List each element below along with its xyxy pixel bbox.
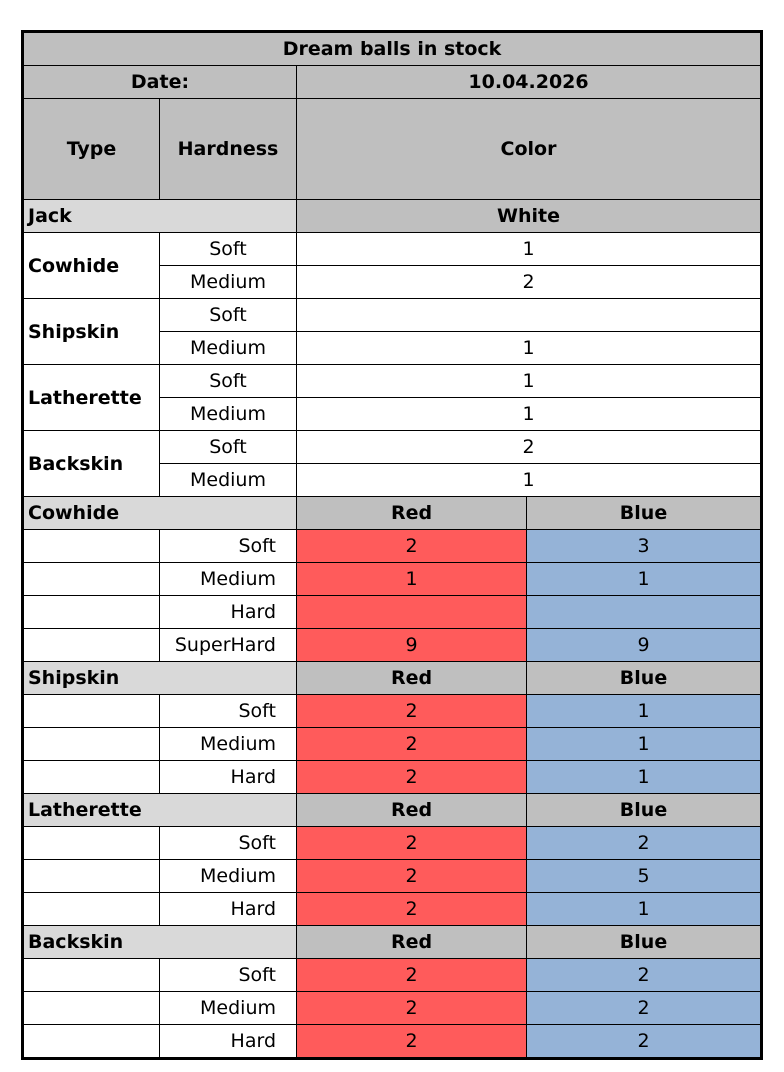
red-qty-cell: 2 [297,695,527,728]
blue-qty-cell: 1 [527,728,762,761]
hardness-cell: Medium [160,266,297,299]
hardness-cell: Soft [160,827,297,860]
section-label: Latherette [23,794,297,827]
table-row [23,959,762,992]
table-row [23,992,762,1025]
hardness-cell: Medium [160,992,297,1025]
hardness-cell: Soft [160,530,297,563]
red-qty-cell: 2 [297,761,527,794]
hardness-cell: Soft [160,365,297,398]
table-row [23,431,762,464]
hardness-cell: SuperHard [160,629,297,662]
hardness-cell: Hard [160,893,297,926]
blue-header: Blue [527,497,762,530]
red-header: Red [297,662,527,695]
blue-qty-cell: 2 [527,959,762,992]
section-label: Shipskin [23,662,297,695]
table-row [23,563,762,596]
section-label: Backskin [23,926,297,959]
red-header: Red [297,926,527,959]
hardness-cell: Soft [160,695,297,728]
table-row [23,695,762,728]
empty-type-cell [23,827,160,860]
empty-type-cell [23,761,160,794]
blue-header: Blue [527,926,762,959]
empty-type-cell [23,629,160,662]
hardness-cell: Medium [160,728,297,761]
table-row [23,365,762,398]
red-qty-cell: 2 [297,959,527,992]
hardness-cell: Medium [160,398,297,431]
section-header-row [23,926,762,959]
table-row [23,299,762,332]
section-label: Cowhide [23,497,297,530]
white-qty-cell [297,299,762,332]
blue-qty-cell [527,596,762,629]
white-qty-cell: 2 [297,431,762,464]
white-qty-cell: 1 [297,332,762,365]
date-label: Date: [23,66,297,99]
jack-section-header [23,200,762,233]
hardness-header: Hardness [160,99,297,200]
red-qty-cell: 2 [297,728,527,761]
hardness-cell: Medium [160,563,297,596]
table-row [23,893,762,926]
red-header: Red [297,497,527,530]
table-row [23,233,762,266]
red-qty-cell: 2 [297,893,527,926]
white-qty-cell: 2 [297,266,762,299]
color-header: Color [297,99,762,200]
blue-qty-cell: 1 [527,563,762,596]
red-qty-cell: 2 [297,827,527,860]
blue-qty-cell: 1 [527,695,762,728]
jack-label: Jack [23,200,297,233]
hardness-cell: Hard [160,596,297,629]
red-qty-cell: 1 [297,563,527,596]
empty-type-cell [23,992,160,1025]
table-row [23,1025,762,1059]
hardness-cell: Soft [160,959,297,992]
empty-type-cell [23,695,160,728]
section-header-row [23,497,762,530]
hardness-cell: Soft [160,233,297,266]
hardness-cell: Soft [160,431,297,464]
hardness-cell: Soft [160,299,297,332]
red-qty-cell: 2 [297,860,527,893]
red-qty-cell: 2 [297,992,527,1025]
hardness-cell: Medium [160,464,297,497]
hardness-cell: Medium [160,860,297,893]
red-qty-cell: 9 [297,629,527,662]
table-row [23,596,762,629]
hardness-cell: Hard [160,1025,297,1059]
table-row [23,629,762,662]
blue-qty-cell: 5 [527,860,762,893]
jack-type-cell: Shipskin [23,299,160,365]
white-qty-cell: 1 [297,464,762,497]
jack-color-label: White [297,200,762,233]
table-row [23,530,762,563]
date-value: 10.04.2026 [297,66,762,99]
white-qty-cell: 1 [297,233,762,266]
blue-qty-cell: 2 [527,992,762,1025]
table-title: Dream balls in stock [23,32,762,66]
blue-qty-cell: 3 [527,530,762,563]
jack-type-cell: Cowhide [23,233,160,299]
empty-type-cell [23,728,160,761]
white-qty-cell: 1 [297,365,762,398]
table-row [23,761,762,794]
hardness-cell: Hard [160,761,297,794]
empty-type-cell [23,893,160,926]
section-header-row [23,662,762,695]
blue-header: Blue [527,662,762,695]
stock-table [21,30,763,1060]
empty-type-cell [23,596,160,629]
red-qty-cell: 2 [297,1025,527,1059]
table-row [23,728,762,761]
empty-type-cell [23,530,160,563]
empty-type-cell [23,563,160,596]
date-row [23,66,762,99]
title-row [23,32,762,66]
header-row [23,99,762,200]
blue-qty-cell: 2 [527,827,762,860]
red-qty-cell: 2 [297,530,527,563]
empty-type-cell [23,1025,160,1059]
white-qty-cell: 1 [297,398,762,431]
empty-type-cell [23,959,160,992]
blue-qty-cell: 9 [527,629,762,662]
blue-header: Blue [527,794,762,827]
table-row [23,860,762,893]
section-header-row [23,794,762,827]
empty-type-cell [23,860,160,893]
blue-qty-cell: 1 [527,761,762,794]
red-header: Red [297,794,527,827]
jack-type-cell: Latherette [23,365,160,431]
red-qty-cell [297,596,527,629]
table-row [23,827,762,860]
type-header: Type [23,99,160,200]
blue-qty-cell: 2 [527,1025,762,1059]
blue-qty-cell: 1 [527,893,762,926]
hardness-cell: Medium [160,332,297,365]
jack-type-cell: Backskin [23,431,160,497]
